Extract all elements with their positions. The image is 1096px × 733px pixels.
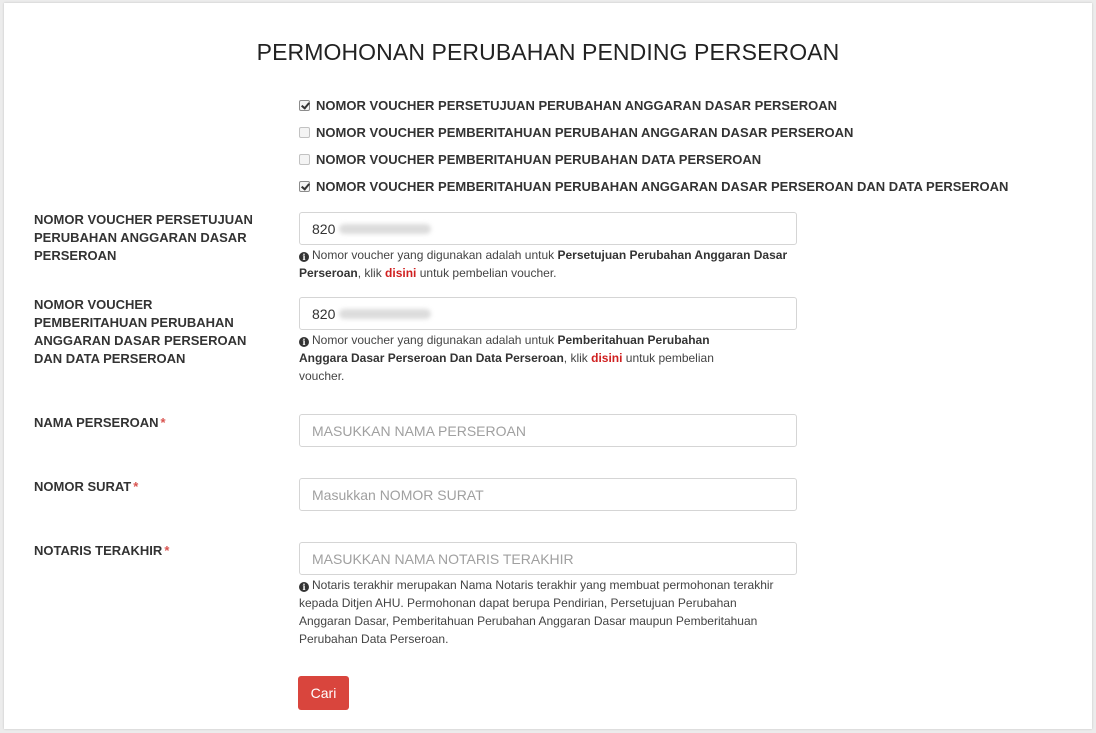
notaris-terakhir-label-text: NOTARIS TERAKHIR — [34, 543, 163, 558]
nomor-surat-label-text: NOMOR SURAT — [34, 479, 132, 494]
search-button[interactable]: Cari — [298, 676, 349, 710]
voucher-pemberitahuan-help — [299, 331, 761, 385]
help-text: untuk pembelian voucher. — [299, 351, 714, 383]
nama-perseroan-label — [34, 414, 269, 432]
help-bold-text: Pemberitahuan Perubahan Anggara Dasar Perseroan Dan Data Perseroan — [299, 333, 710, 365]
voucher-pemberitahuan-value: 820 — [312, 305, 336, 322]
help-text: , klik — [357, 266, 386, 280]
help-text: untuk pembelian voucher. — [416, 266, 557, 280]
voucher-persetujuan-help — [299, 246, 799, 282]
nomor-surat-input[interactable] — [299, 478, 797, 511]
required-marker: * — [133, 479, 139, 494]
voucher-persetujuan-value: 820 — [312, 220, 336, 237]
info-circle-icon: i — [299, 582, 309, 592]
voucher-persetujuan-field[interactable] — [299, 212, 797, 245]
buy-voucher-link[interactable]: disini — [591, 351, 623, 365]
voucher-option-label: NOMOR VOUCHER PERSETUJUAN PERUBAHAN ANGGARAN DASAR PERSEROAN — [316, 98, 838, 113]
help-text: Nomor voucher yang digunakan adalah untuk — [312, 333, 558, 347]
nama-perseroan-input[interactable] — [299, 414, 797, 447]
voucher-option-pemberitahuan-data[interactable] — [299, 146, 1008, 173]
nama-perseroan-label-text: NAMA PERSEROAN — [34, 415, 159, 430]
voucher-option-pemberitahuan-ad[interactable] — [299, 119, 1008, 146]
checkbox-icon[interactable] — [299, 127, 310, 138]
voucher-pemberitahuan-label: NOMOR VOUCHER PEMBERITAHUAN PERUBAHAN ANGGARAN DASAR PERSEROAN DAN DATA PERSEROAN — [34, 297, 247, 366]
voucher-option-label: NOMOR VOUCHER PEMBERITAHUAN PERUBAHAN DATA PERSEROAN — [316, 152, 762, 167]
voucher-type-checklist — [299, 92, 1008, 200]
page-title: PERMOHONAN PERUBAHAN PENDING PERSEROAN — [256, 39, 840, 65]
voucher-option-label: NOMOR VOUCHER PEMBERITAHUAN PERUBAHAN ANGGARAN DASAR PERSEROAN — [316, 125, 854, 140]
form-card — [4, 3, 1092, 729]
nomor-surat-label — [34, 478, 269, 496]
checkbox-icon[interactable] — [299, 181, 310, 192]
voucher-option-persetujuan-ad[interactable] — [299, 92, 1008, 119]
info-circle-icon: i — [299, 252, 309, 262]
help-text: Nomor voucher yang digunakan adalah untuk — [312, 248, 558, 262]
voucher-option-pemberitahuan-ad-dan-data[interactable] — [299, 173, 1008, 200]
required-marker: * — [160, 415, 166, 430]
info-circle-icon: i — [299, 337, 309, 347]
voucher-pemberitahuan-field[interactable] — [299, 297, 797, 330]
help-text: , klik — [563, 351, 592, 365]
checkbox-icon[interactable] — [299, 154, 310, 165]
redacted-voucher-digits — [339, 309, 431, 319]
help-text: Notaris terakhir merupakan Nama Notaris terakhir yang membuat permohonan terakhir kepada Ditjen AHU. Permohonan dapat berupa Pendirian, Persetujuan Perubahan Anggaran Dasar, Pemberitahuan Perubahan Anggaran Dasar maupun Pemberitahuan Perubahan Data Perseroan. — [299, 578, 774, 646]
checkbox-icon[interactable] — [299, 100, 310, 111]
redacted-voucher-digits — [339, 224, 431, 234]
notaris-terakhir-label — [34, 542, 269, 560]
help-bold-text: Persetujuan Perubahan Anggaran Dasar Perseroan — [299, 248, 788, 280]
voucher-persetujuan-label: NOMOR VOUCHER PERSETUJUAN PERUBAHAN ANGGARAN DASAR PERSEROAN — [34, 212, 253, 263]
notaris-terakhir-help — [299, 576, 779, 648]
notaris-terakhir-input[interactable] — [299, 542, 797, 575]
buy-voucher-link[interactable]: disini — [385, 266, 417, 280]
required-marker: * — [164, 543, 170, 558]
voucher-option-label: NOMOR VOUCHER PEMBERITAHUAN PERUBAHAN ANGGARAN DASAR PERSEROAN DAN DATA PERSEROAN — [316, 179, 1009, 194]
